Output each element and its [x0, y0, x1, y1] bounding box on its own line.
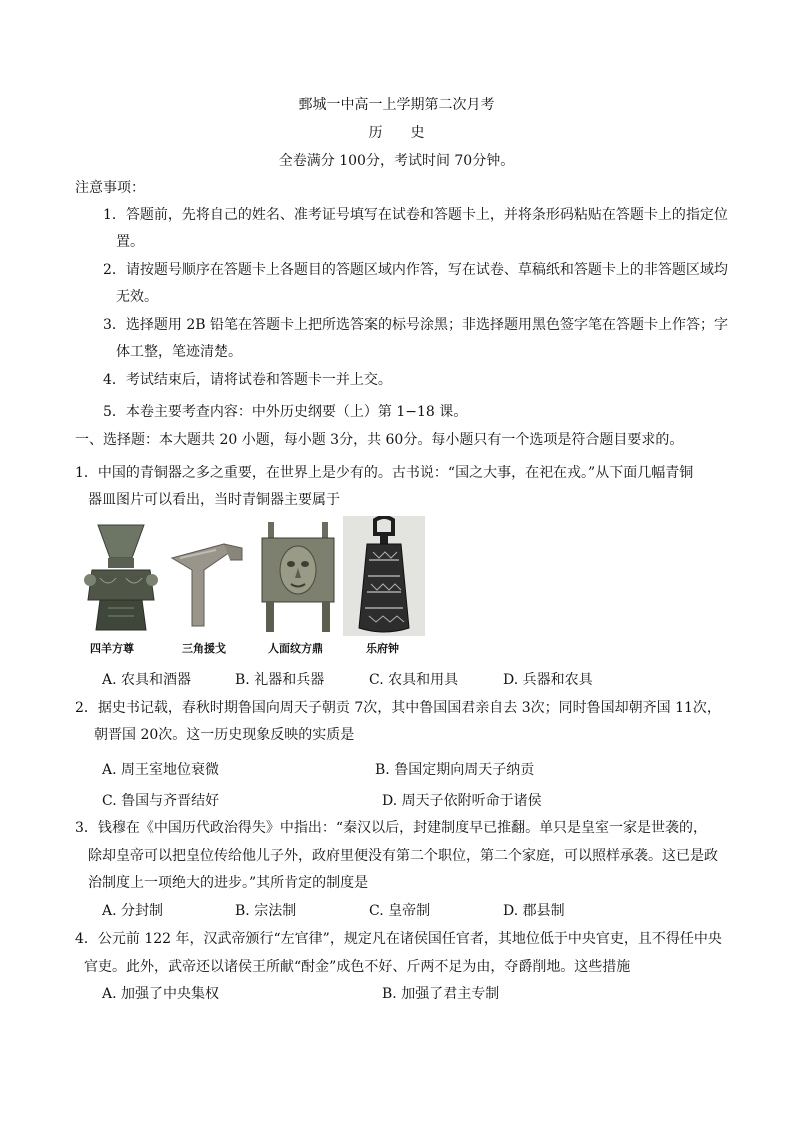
q4-option-b[interactable]: B. 加强了君主专制 — [382, 986, 500, 1002]
caption-yuefu-bell: 乐府钟 — [366, 642, 399, 655]
yuefu-bell-image — [343, 516, 425, 636]
four-ram-zun-image — [78, 520, 164, 635]
q2-option-b[interactable]: B. 鲁国定期向周天子纳贡 — [375, 762, 535, 778]
note-5: 5．本卷主要考查内容：中外历史纲要（上）第 1−18 课。 — [103, 404, 468, 420]
q4-stem-line2: 官吏。此外，武帝还以诸侯王所献“酎金”成色不好、斤两不足为由，夺爵削地。这些措施 — [84, 959, 631, 975]
q4-option-a[interactable]: A. 加强了中央集权 — [102, 986, 220, 1002]
note-3-line1: 3．选择题用 2B 铅笔在答题卡上把所选答案的标号涂黑；非选择题用黑色签字笔在答题卡上作答；字 — [103, 317, 729, 333]
q1-option-d[interactable]: D. 兵器和农具 — [503, 672, 593, 688]
q2-option-c[interactable]: C. 鲁国与齐晋结好 — [102, 793, 220, 809]
note-2-line2: 无效。 — [116, 289, 158, 305]
note-1-line1: 1．答题前，先将自己的姓名、准考证号填写在试卷和答题卡上，并将条形码粘贴在答题卡上的指定位 — [103, 207, 728, 223]
q4-stem-line1: 4．公元前 122 年，汉武帝颁行“左官律”，规定凡在诸侯国任官者，其地位低于中央官吏，且不得任中央 — [75, 931, 722, 947]
q2-option-d[interactable]: D. 周天子依附听命于诸侯 — [382, 793, 542, 809]
exam-info: 全卷满分 100分，考试时间 70分钟。 — [278, 153, 515, 169]
q1-stem-line2: 器皿图片可以看出，当时青铜器主要属于 — [88, 492, 340, 508]
section-heading: 一、选择题：本大题共 20 小题，每小题 3分，共 60分。每小题只有一个选项是符合题目要求的。 — [75, 432, 684, 448]
q3-option-c[interactable]: C. 皇帝制 — [369, 903, 431, 919]
note-4: 4．考试结束后，请将试卷和答题卡一并上交。 — [103, 372, 392, 388]
note-2-line1: 2．请按题号顺序在答题卡上各题目的答题区域内作答，写在试卷、草稿纸和答题卡上的非答题区域均 — [103, 262, 728, 278]
caption-triangular-ge: 三角援戈 — [182, 642, 226, 655]
q3-option-b[interactable]: B. 宗法制 — [235, 903, 297, 919]
school-title: 鄄城一中高一上学期第二次月考 — [298, 97, 495, 113]
q1-option-c[interactable]: C. 农具和用具 — [369, 672, 459, 688]
face-pattern-ding-image — [258, 520, 338, 635]
q3-option-d[interactable]: D. 郡县制 — [503, 903, 565, 919]
q3-stem-line1: 3．钱穆在《中国历代政治得失》中指出：“秦汉以后，封建制度早已推翻。单只是皇室一家是世袭的， — [75, 820, 708, 836]
note-1-line2: 置。 — [116, 234, 144, 250]
q2-option-a[interactable]: A. 周王室地位衰微 — [102, 762, 220, 778]
q2-stem-line2: 朝晋国 20次。这一历史现象反映的实质是 — [94, 727, 355, 743]
q3-option-a[interactable]: A. 分封制 — [102, 903, 164, 919]
subject-title: 历 史 — [368, 125, 425, 141]
q1-stem-line1: 1．中国的青铜器之多之重要，在世界上是少有的。古书说：“国之大事，在祀在戎。”从下面几幅青铜 — [75, 465, 694, 481]
triangular-ge-image — [166, 530, 246, 630]
q1-option-b[interactable]: B. 礼器和兵器 — [235, 672, 325, 688]
q3-stem-line2: 除却皇帝可以把皇位传给他儿子外，政府里便没有第二个职位，第二个家庭，可以照样承袭。这已是政 — [88, 848, 718, 864]
caption-face-ding: 人面纹方鼎 — [268, 642, 323, 655]
q3-stem-line3: 治制度上一项绝大的进步。”其所肯定的制度是 — [88, 875, 369, 891]
note-3-line2: 体工整，笔迹清楚。 — [116, 344, 242, 360]
q1-option-a[interactable]: A. 农具和酒器 — [102, 672, 192, 688]
q2-stem-line1: 2．据史书记载，春秋时期鲁国向周天子朝贡 7次，其中鲁国国君亲自去 3次；同时鲁国却朝齐国 11次， — [75, 700, 721, 716]
notes-heading: 注意事项： — [75, 180, 145, 196]
caption-four-ram-zun: 四羊方尊 — [90, 642, 134, 655]
